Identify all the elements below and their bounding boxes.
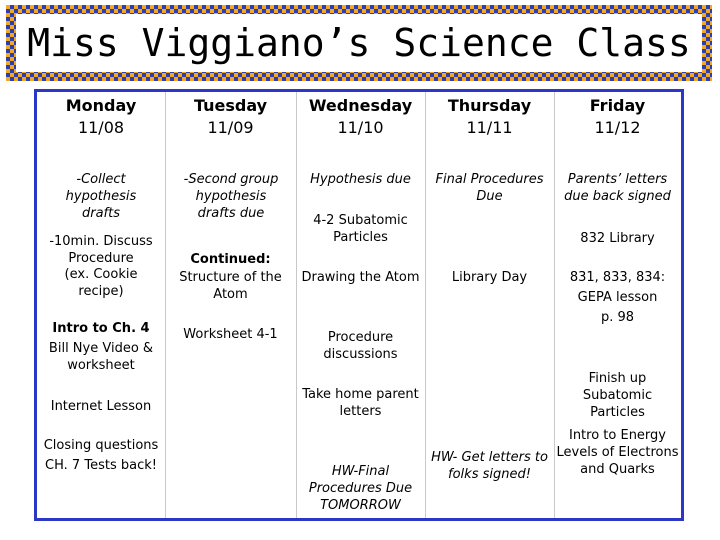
day-name: Monday [65, 96, 137, 115]
thursday-hw: HW- Get letters to folks signed! [431, 450, 548, 482]
day-date: 11/09 [207, 118, 254, 137]
thursday-library-day: Library Day [451, 270, 528, 285]
monday-closing: Closing questions [43, 438, 159, 453]
day-name: Friday [589, 96, 646, 115]
monday-example: (ex. Cookie recipe) [64, 267, 138, 299]
friday-page: p. 98 [600, 310, 635, 325]
wednesday-take-home: Take home parent letters [302, 387, 419, 419]
wednesday-procedure: Procedure discussions [323, 330, 398, 362]
header-thursday [425, 95, 554, 139]
friday-intro: Intro to Energy Levels of Electrons and Quarks [556, 428, 679, 477]
header-monday [37, 95, 165, 139]
monday-internet: Internet Lesson [50, 399, 152, 414]
monday-tests: CH. 7 Tests back! [45, 458, 157, 473]
friday-library: 832 Library [580, 231, 655, 246]
day-name: Thursday [447, 96, 532, 115]
tuesday-second-group: -Second group hypothesis drafts due [183, 172, 279, 221]
wednesday-hw: HW-Final Procedures Due TOMORROW [308, 464, 413, 513]
wednesday-subatomic: 4-2 Subatomic Particles [313, 213, 408, 245]
tuesday-worksheet: Worksheet 4-1 [183, 327, 278, 342]
header-tuesday [165, 95, 296, 139]
wednesday-drawing: Drawing the Atom [301, 270, 420, 285]
wednesday-hypothesis-due: Hypothesis due [310, 172, 411, 187]
day-name: Tuesday [193, 96, 268, 115]
tuesday-continued: Continued: [190, 252, 271, 267]
friday-finish: Finish up Subatomic Particles [582, 371, 653, 420]
friday-classes: 831, 833, 834: [569, 270, 666, 285]
day-date: 11/08 [77, 118, 125, 137]
monday-collect: -Collect hypothesis drafts [65, 172, 137, 221]
day-date: 11/11 [466, 118, 513, 137]
monday-video: Bill Nye Video & worksheet [48, 341, 154, 373]
friday-gepa: GEPA lesson [577, 290, 658, 305]
tuesday-structure: Structure of the Atom [179, 270, 282, 302]
header-wednesday [296, 95, 425, 139]
monday-intro: Intro to Ch. 4 [52, 321, 150, 336]
day-date: 11/10 [337, 118, 384, 137]
title-banner [6, 5, 712, 81]
day-name: Wednesday [308, 96, 413, 115]
column-divider [296, 92, 297, 518]
title-box [16, 14, 702, 72]
column-divider [425, 92, 426, 518]
schedule-table [34, 89, 684, 521]
day-date: 11/12 [594, 118, 641, 137]
page-title: Miss Viggiano’s Science Class [27, 21, 691, 65]
column-divider [165, 92, 166, 518]
friday-parents: Parents’ letters due back signed [564, 172, 671, 204]
header-friday [554, 95, 681, 139]
thursday-final: Final Procedures Due [435, 172, 544, 204]
monday-discuss: -10min. Discuss Procedure [49, 234, 153, 266]
